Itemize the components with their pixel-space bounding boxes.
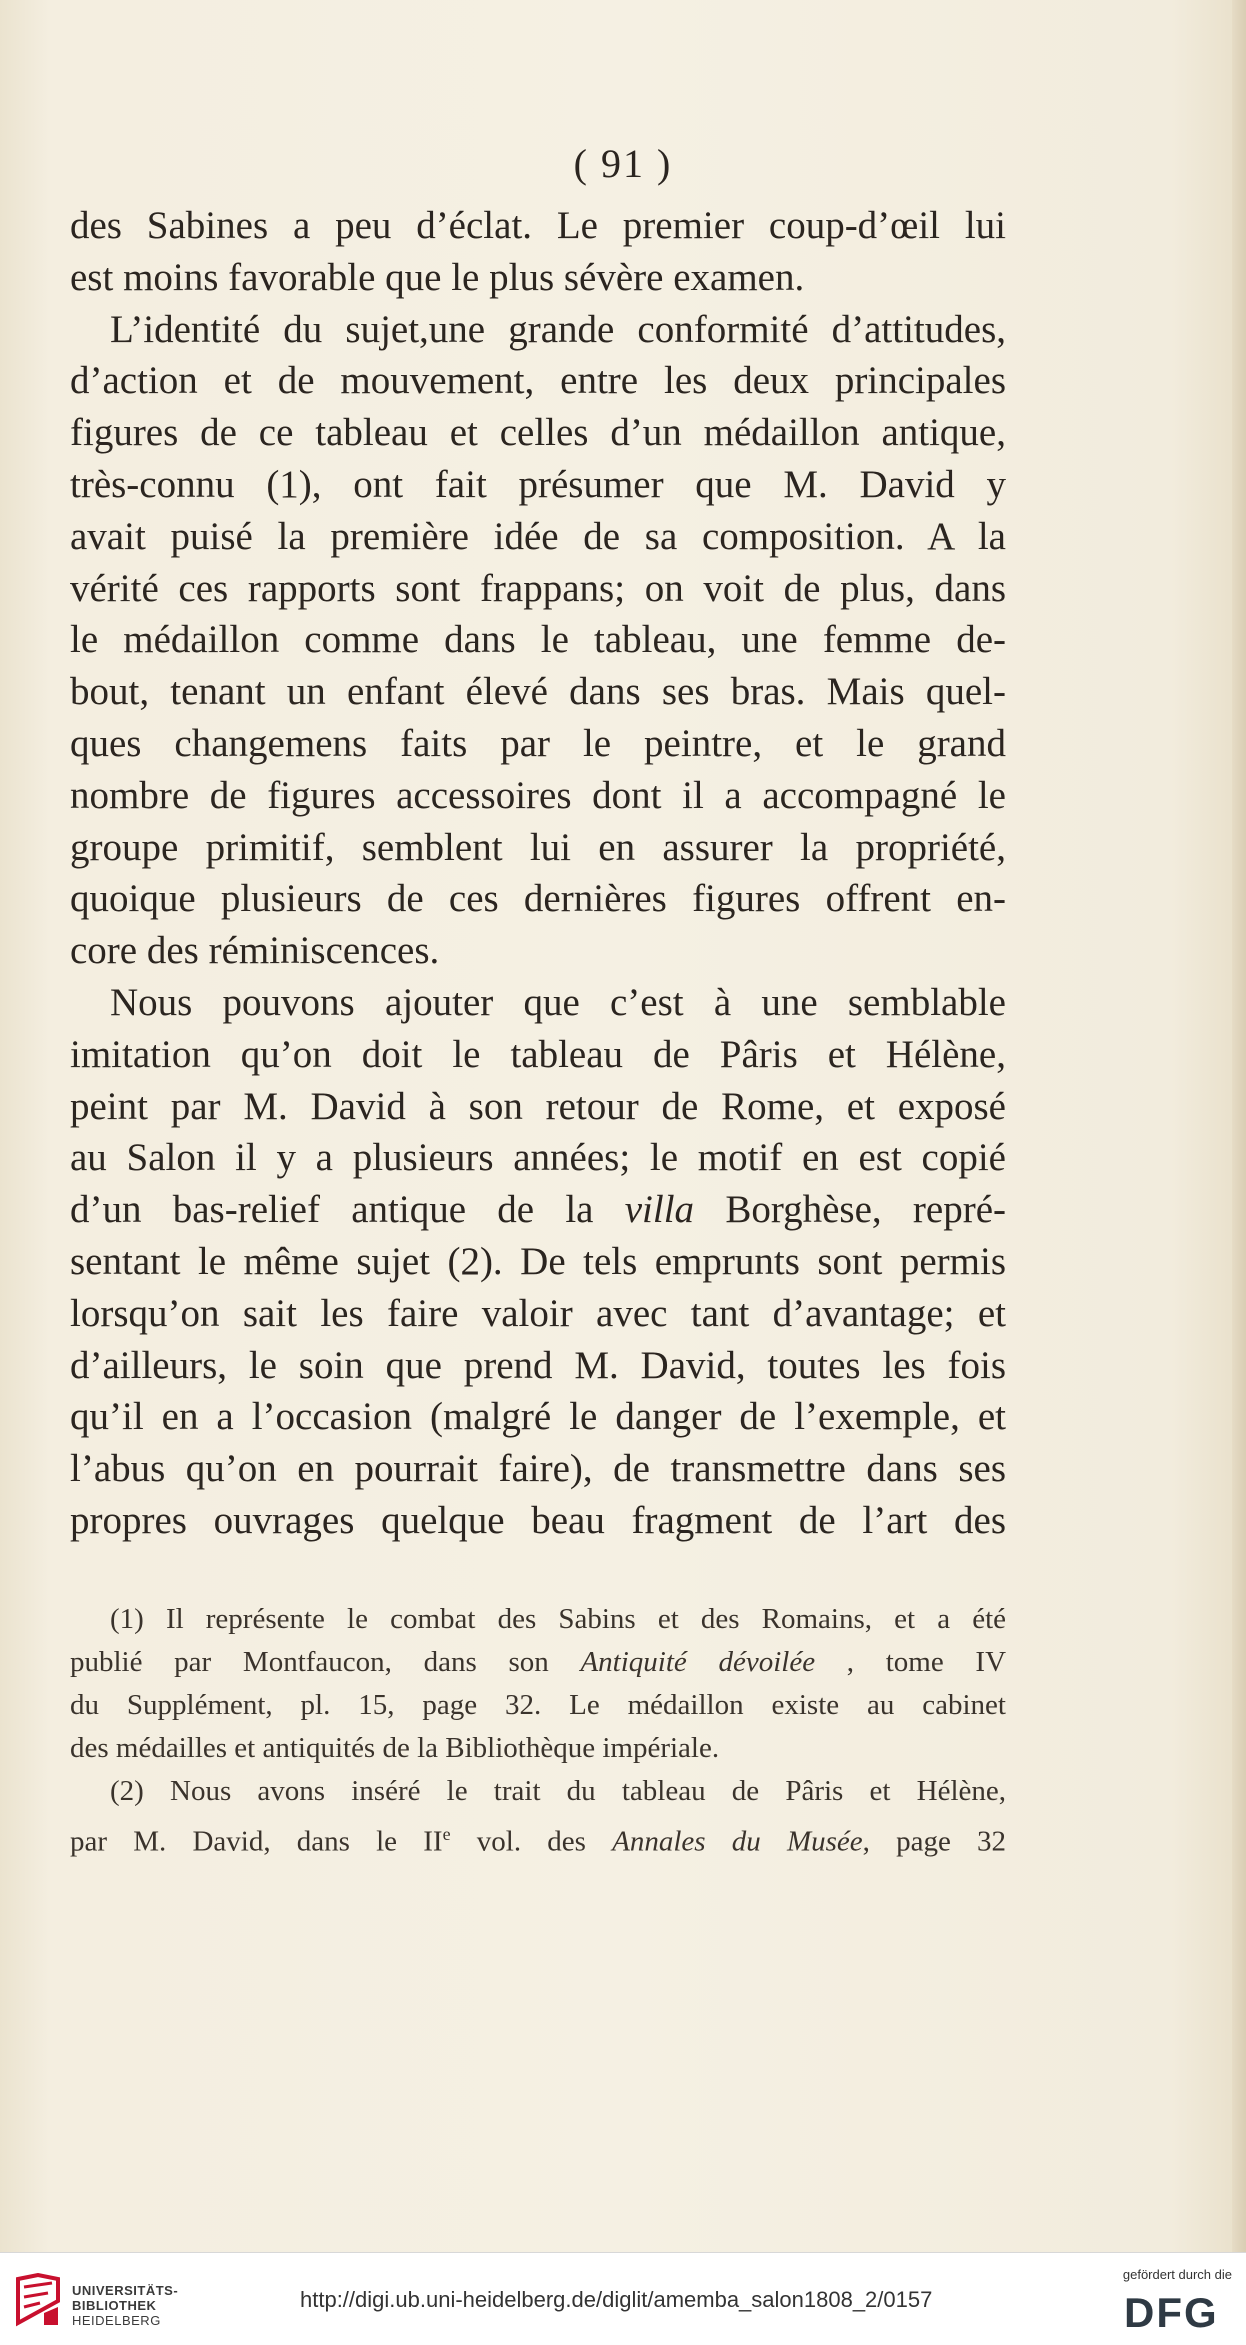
institution-line: HEIDELBERG: [72, 2313, 161, 2328]
text-line: groupe primitif, semblent lui en assurer la propriété,: [70, 825, 1006, 869]
text-line: Nous pouvons ajouter que c’est à une semblable: [110, 980, 1006, 1024]
dfg-logo-text: DFG: [1124, 2289, 1219, 2333]
footnote-1-line: du Supplément, pl. 15, page 32. Le médaillon existe au cabinet: [70, 1689, 1006, 1721]
institution-line: BIBLIOTHEK: [72, 2298, 157, 2313]
footnote-1-line: [70, 1641, 1006, 1684]
body-text: [70, 200, 1006, 1547]
footnote-book-title: Annales du Musée: [612, 1825, 863, 1858]
university-library-logo-icon[interactable]: [14, 2273, 62, 2327]
text-line: imitation qu’on doit le tableau de Pâris et Hélène,: [70, 1032, 1006, 1076]
footnote-text: vol. des: [476, 1825, 586, 1858]
text-line: quoique plusieurs de ces dernières figures offrent en-: [70, 877, 1006, 921]
viewer-footer: [0, 2252, 1246, 2345]
text-line: d’ailleurs, le soin que prend M. David, toutes les fois: [70, 1343, 1006, 1387]
text-line: d’action et de mouvement, entre les deux principales: [70, 359, 1006, 403]
footnote-2-line: (2) Nous avons inséré le trait du tableau de Pâris et Hélène,: [110, 1775, 1006, 1807]
text-line: sentant le même sujet (2). De tels emprunts sont permis: [70, 1239, 1006, 1283]
text-line: L’identité du sujet,une grande conformité d’attitudes,: [110, 307, 1006, 351]
text-line: ques changemens faits par le peintre, et le grand: [70, 721, 1006, 765]
page-number: ( 91 ): [573, 141, 673, 186]
institution-line: UNIVERSITÄTS-: [72, 2283, 179, 2298]
text-line: au Salon il y a plusieurs années; le motif en est copié: [70, 1136, 1006, 1180]
text-line: nombre de figures accessoires dont il a accompagné le: [70, 773, 1006, 817]
text-line: des Sabines a peu d’éclat. Le premier coup-d’œil lui: [70, 204, 1006, 247]
text-line: figures de ce tableau et celles d’un médaillon antique,: [70, 411, 1006, 455]
text-line: qu’il en a l’occasion (malgré le danger de l’exemple, et: [70, 1395, 1006, 1439]
text-line: très-connu (1), ont fait présumer que M. David y: [70, 462, 1006, 506]
italic-term: villa: [624, 1188, 695, 1232]
footnote-superscript: e: [442, 1824, 451, 1844]
text-line: avait puisé la première idée de sa composition. A la: [70, 514, 1006, 558]
footnote-text: , tome IV: [846, 1646, 1007, 1678]
footnote-book-title: Antiquité dévoilée: [580, 1646, 816, 1678]
funding-note: gefördert durch die: [1122, 2267, 1232, 2282]
text-line: lorsqu’on sait les faire valoir avec tant d’avantage; et: [70, 1291, 1006, 1335]
page-edge-shadow: [1232, 0, 1246, 2252]
text-line-mixed: [70, 1184, 1006, 1236]
text-line: le médaillon comme dans le tableau, une femme de-: [70, 618, 1006, 662]
text-line: core des réminiscences.: [70, 929, 440, 973]
text-line: est moins favorable que le plus sévère examen.: [70, 255, 805, 299]
footnote-text: , page 32: [862, 1825, 1007, 1858]
text-line: l’abus qu’on en pourrait faire), de transmettre dans ses: [70, 1447, 1006, 1491]
text-line: propres ouvrages quelque beau fragment de l’art des: [70, 1498, 1006, 1542]
text-line: peint par M. David à son retour de Rome, et exposé: [70, 1084, 1006, 1128]
text-line: vérité ces rapports sont frappans; on voit de plus, dans: [70, 566, 1006, 610]
footnote-1-line: (1) Il représente le combat des Sabins et des Romains, et a été: [110, 1603, 1006, 1635]
dfg-logo-icon[interactable]: [1122, 2289, 1232, 2333]
institution-name: [72, 2283, 178, 2328]
footnote-text: par M. David, dans le II: [70, 1825, 443, 1858]
footnote-2-line: [70, 1813, 1006, 1856]
footnote-1-line: des médailles et antiquités de la Bibliothèque impériale.: [70, 1732, 720, 1764]
text-segment: Borghèse, repré-: [725, 1188, 1006, 1232]
text-segment: d’un bas-relief antique de la: [70, 1188, 594, 1232]
footnotes: [70, 1598, 1006, 1856]
permalink-url[interactable]: http://digi.ub.uni-heidelberg.de/diglit/amemba_salon1808_2/0157: [300, 2287, 933, 2312]
footnote-text: publié par Montfaucon, dans son: [70, 1646, 549, 1678]
text-line: bout, tenant un enfant élevé dans ses bras. Mais quel-: [70, 670, 1006, 714]
